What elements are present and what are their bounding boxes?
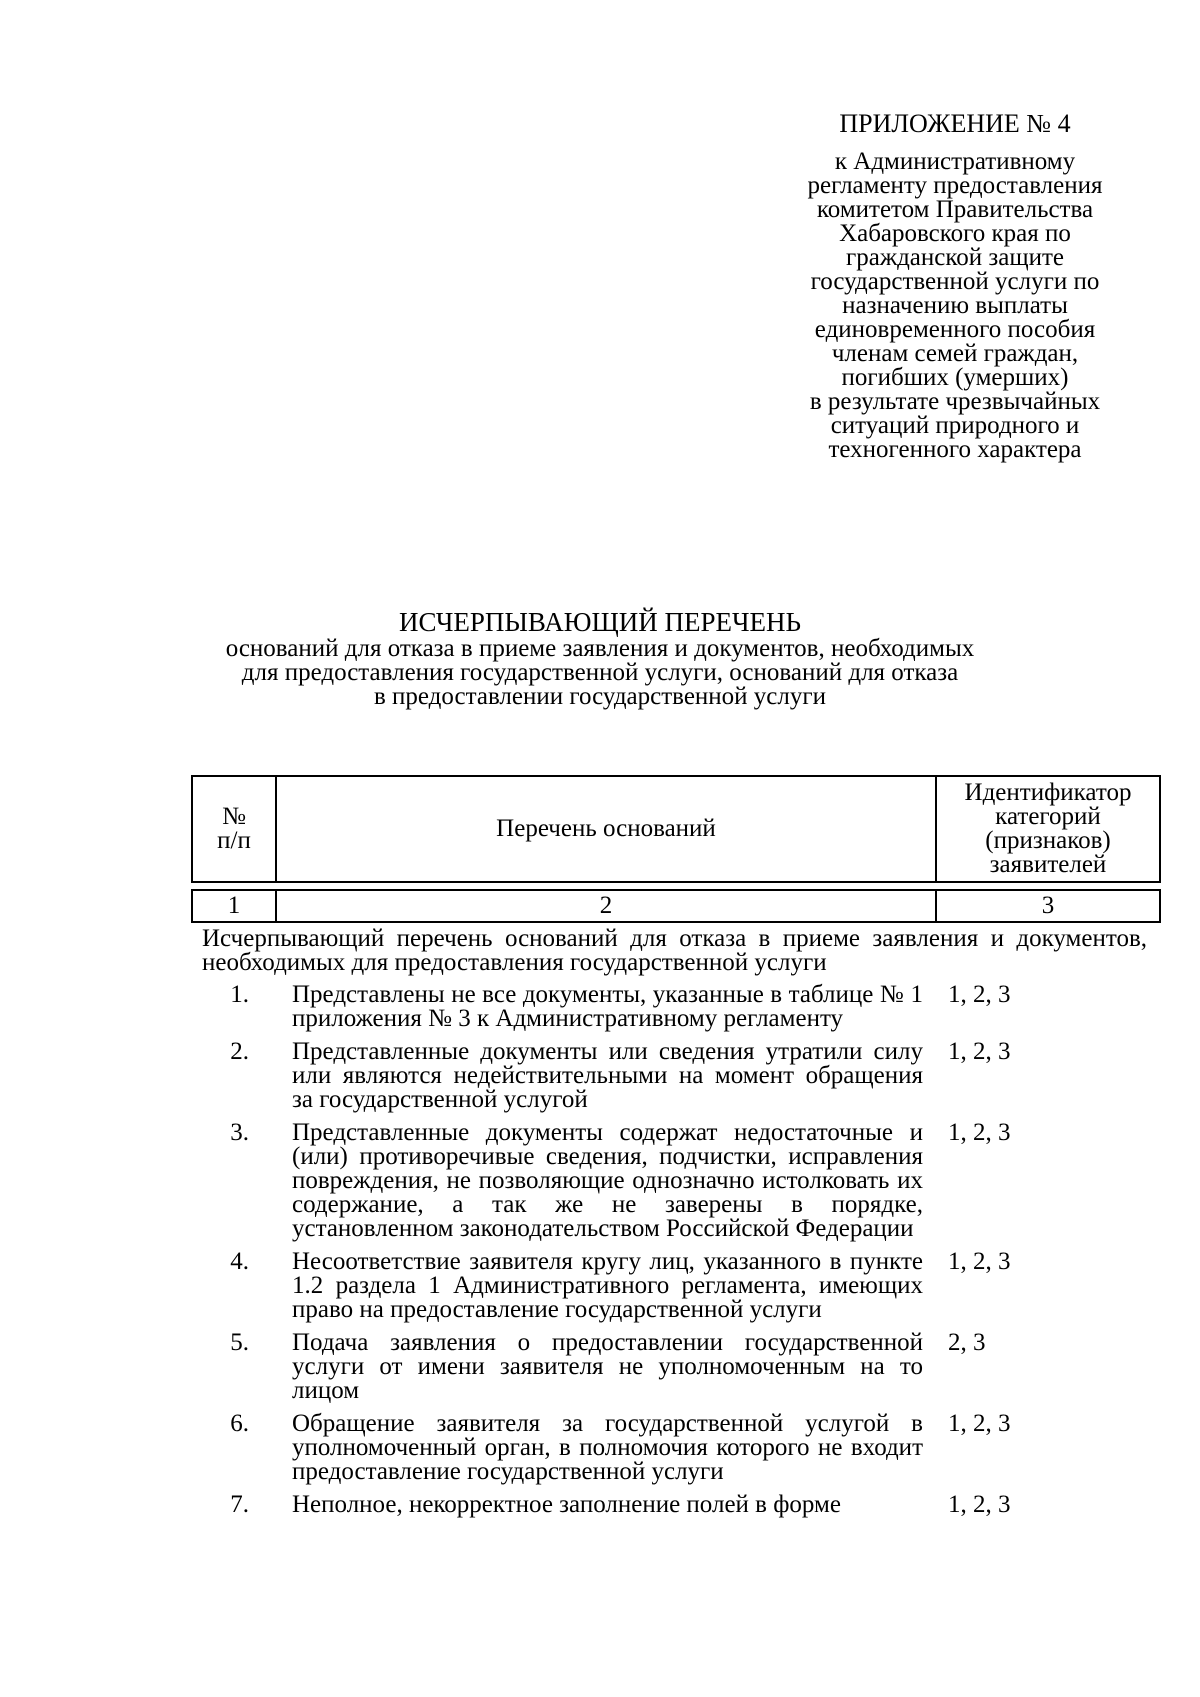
table-row xyxy=(191,1412,1161,1484)
row-number: 1. xyxy=(230,981,249,1008)
row-number: 5. xyxy=(230,1329,249,1356)
appendix-line: комитетом Правительства xyxy=(816,196,1094,223)
table-row xyxy=(191,1493,1161,1517)
appendix-line: гражданской защите xyxy=(845,244,1065,271)
row-number: 4. xyxy=(230,1248,249,1275)
column-header-grounds: Перечень оснований xyxy=(276,776,936,882)
appendix-line: в результате чрезвычайных xyxy=(809,388,1101,415)
document-title: ИСЧЕРПЫВАЮЩИЙ ПЕРЕЧЕНЬ xyxy=(398,607,802,637)
section-intro: Исчерпывающий перечень оснований для отказа в приеме заявления и документов, необходимых для предоставления государственной услуги xyxy=(202,925,1147,976)
appendix-line: регламенту предоставления xyxy=(807,172,1103,199)
appendix-line: Хабаровского края по xyxy=(839,220,1071,247)
table-row xyxy=(191,1121,1161,1241)
row-text: Несоответствие заявителя кругу лиц, указанного в пункте 1.2 раздела 1 Административного регламента, имеющих право на предоставление государственной услуги xyxy=(292,1248,923,1323)
appendix-block xyxy=(760,109,1150,463)
row-text: Представленные документы или сведения утратили силу или являются недействительными на момент обращения за государственной услугой xyxy=(292,1038,923,1113)
grounds-list xyxy=(191,983,1161,1526)
appendix-heading: ПРИЛОЖЕНИЕ № 4 xyxy=(839,109,1071,138)
column-number-1: 1 xyxy=(192,890,276,922)
row-identifiers: 1, 2, 3 xyxy=(948,1491,1011,1518)
row-number: 7. xyxy=(230,1491,249,1518)
appendix-line: к Административному xyxy=(834,148,1076,175)
table-row xyxy=(191,1250,1161,1322)
column-header-number: № п/п xyxy=(192,776,276,882)
appendix-line: назначению выплаты xyxy=(842,292,1068,319)
appendix-line: погибших (умерших) xyxy=(841,364,1069,391)
column-number-3: 3 xyxy=(936,890,1160,922)
grounds-table-header xyxy=(191,775,1161,923)
row-identifiers: 1, 2, 3 xyxy=(948,1038,1011,1065)
row-identifiers: 1, 2, 3 xyxy=(948,981,1011,1008)
table-header-row xyxy=(192,776,1160,882)
row-number: 2. xyxy=(230,1038,249,1065)
column-header-identifier: Идентификатор категорий (признаков) заявителей xyxy=(936,776,1160,882)
document-subtitle-line: оснований для отказа в приеме заявления и документов, необходимых xyxy=(225,635,975,662)
document-subtitle-line: для предоставления государственной услуги, оснований для отказа xyxy=(241,659,959,686)
row-text: Подача заявления о предоставлении государственной услуги от имени заявителя не уполномоченным на то лицом xyxy=(292,1329,923,1404)
row-identifiers: 1, 2, 3 xyxy=(948,1248,1011,1275)
row-number: 3. xyxy=(230,1119,249,1146)
row-number: 6. xyxy=(230,1410,249,1437)
row-text: Представлены не все документы, указанные в таблице № 1 приложения № 3 к Административному регламенту xyxy=(292,981,923,1032)
appendix-line: единовременного пособия xyxy=(814,316,1096,343)
row-text: Представленные документы содержат недостаточные и (или) противоречивые сведения, подчистки, исправления повреждения, не позволяющие однозначно истолковать их содержание, а так же не заверены в порядке, установленном законодательством Российской Федерации xyxy=(292,1119,923,1242)
row-text: Обращение заявителя за государственной услугой в уполномоченный орган, в полномочия которого не входит предоставление государственной услуги xyxy=(292,1410,923,1485)
document-title-block xyxy=(160,607,1040,710)
column-number-2: 2 xyxy=(276,890,936,922)
document-subtitle-line: в предоставлении государственной услуги xyxy=(373,683,827,710)
appendix-line: членам семей граждан, xyxy=(831,340,1079,367)
row-identifiers: 2, 3 xyxy=(948,1329,986,1356)
table-row xyxy=(191,1331,1161,1403)
table-row xyxy=(191,1040,1161,1112)
row-text: Неполное, некорректное заполнение полей в форме xyxy=(292,1491,841,1518)
table-spacer-row xyxy=(192,882,1160,890)
table-numbering-row xyxy=(192,890,1160,922)
row-identifiers: 1, 2, 3 xyxy=(948,1119,1011,1146)
appendix-line: техногенного характера xyxy=(828,436,1082,463)
row-identifiers: 1, 2, 3 xyxy=(948,1410,1011,1437)
table-row xyxy=(191,983,1161,1031)
appendix-line: ситуаций природного и xyxy=(830,412,1080,439)
appendix-line: государственной услуги по xyxy=(810,268,1100,295)
